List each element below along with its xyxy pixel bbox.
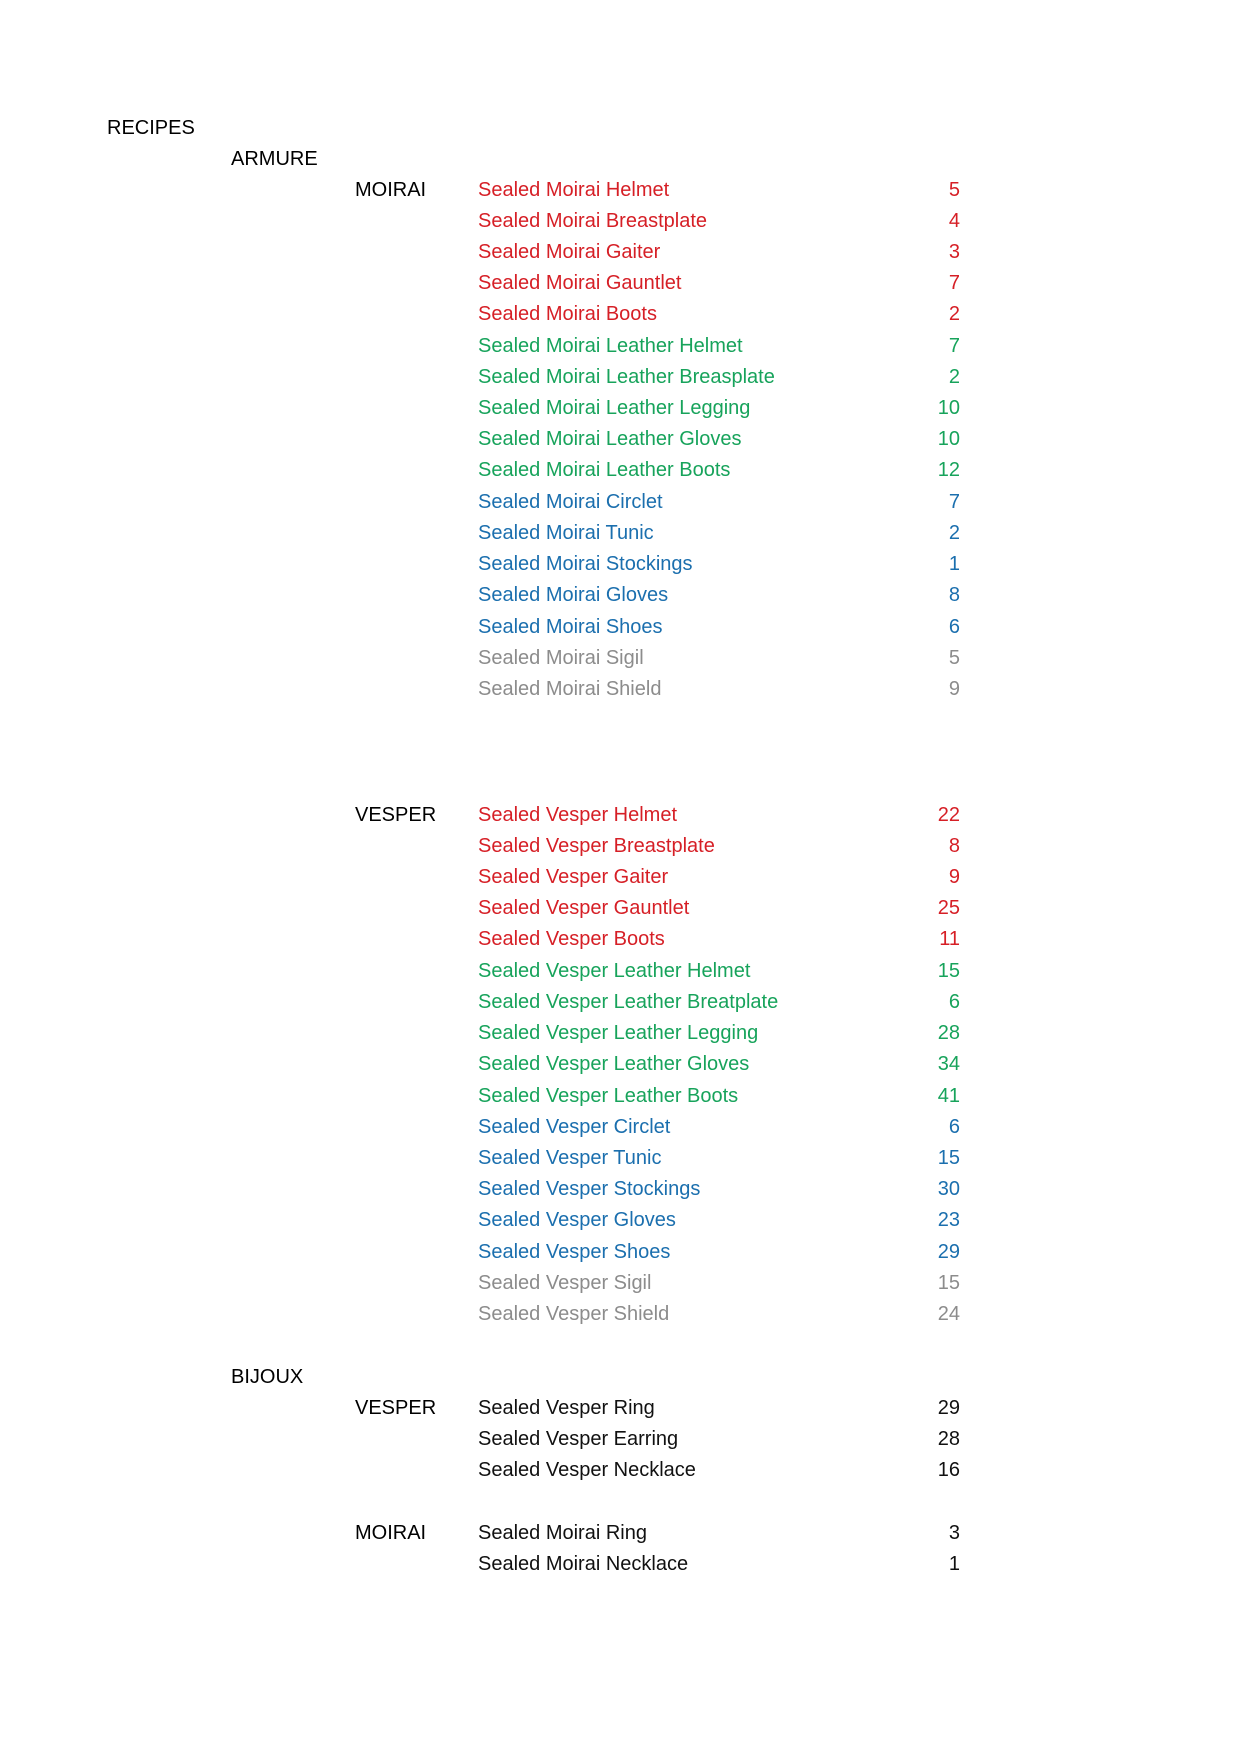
recipe-name: Sealed Vesper Leather Helmet (478, 960, 751, 982)
recipe-name: Sealed Vesper Breastplate (478, 835, 715, 857)
recipe-qty: 10 (937, 397, 960, 419)
recipe-row (478, 521, 960, 552)
recipe-name: Sealed Vesper Tunic (478, 1147, 662, 1169)
recipe-row (478, 677, 960, 708)
recipe-name: Sealed Vesper Leather Boots (478, 1085, 739, 1107)
section-armure-label: ARMURE (231, 148, 318, 170)
recipe-qty: 8 (948, 835, 960, 857)
recipe-qty: 41 (937, 1085, 960, 1107)
recipe-name: Sealed Moirai Breastplate (478, 210, 708, 232)
recipe-row (478, 334, 960, 365)
recipe-qty: 22 (937, 804, 960, 826)
recipe-row (478, 834, 960, 865)
recipe-name: Sealed Vesper Boots (478, 928, 665, 950)
recipe-row (478, 1271, 960, 1302)
recipe-qty: 3 (948, 1522, 960, 1544)
recipe-name: Sealed Moirai Gloves (478, 584, 669, 606)
recipe-name: Sealed Vesper Leather Breatplate (478, 991, 779, 1013)
recipe-row (478, 1052, 960, 1083)
group-bijoux-moirai-label: MOIRAI (355, 1522, 427, 1544)
recipe-name: Sealed Moirai Gauntlet (478, 272, 682, 294)
recipe-row (478, 865, 960, 896)
recipe-qty: 8 (948, 584, 960, 606)
recipe-name: Sealed Vesper Gauntlet (478, 897, 690, 919)
recipe-row (478, 209, 960, 240)
recipe-qty: 34 (937, 1053, 960, 1075)
recipe-name: Sealed Vesper Ring (478, 1397, 655, 1419)
recipe-qty: 24 (937, 1303, 960, 1325)
recipe-row (478, 1552, 960, 1583)
recipe-name: Sealed Moirai Shield (478, 678, 662, 700)
recipe-qty: 2 (948, 303, 960, 325)
recipe-row (478, 896, 960, 927)
recipe-qty: 23 (937, 1209, 960, 1231)
recipe-qty: 1 (948, 553, 960, 575)
recipe-qty: 6 (948, 1116, 960, 1138)
recipe-name: Sealed Vesper Necklace (478, 1459, 696, 1481)
recipe-row (478, 615, 960, 646)
recipe-qty: 6 (948, 991, 960, 1013)
recipe-qty: 11 (939, 928, 960, 950)
recipe-row (478, 552, 960, 583)
recipe-name: Sealed Moirai Stockings (478, 553, 693, 575)
recipe-qty: 7 (948, 272, 960, 294)
recipe-qty: 5 (948, 179, 960, 201)
recipe-name: Sealed Vesper Leather Legging (478, 1022, 759, 1044)
recipe-name: Sealed Moirai Sigil (478, 647, 644, 669)
recipe-qty: 2 (948, 522, 960, 544)
recipe-row (478, 490, 960, 521)
recipe-row (478, 365, 960, 396)
page-title: RECIPES (107, 117, 195, 139)
recipe-qty: 12 (937, 459, 960, 481)
recipe-qty: 3 (948, 241, 960, 263)
recipe-name: Sealed Moirai Leather Gloves (478, 428, 742, 450)
recipe-row (478, 1021, 960, 1052)
recipe-qty: 15 (937, 1147, 960, 1169)
recipe-qty: 6 (948, 616, 960, 638)
recipe-name: Sealed Moirai Ring (478, 1522, 647, 1544)
recipe-qty: 4 (948, 210, 960, 232)
recipe-row (478, 1521, 960, 1552)
recipe-name: Sealed Moirai Shoes (478, 616, 663, 638)
recipe-row (478, 1458, 960, 1489)
recipe-name: Sealed Vesper Shield (478, 1303, 670, 1325)
group-armure-moirai-label: MOIRAI (355, 179, 427, 201)
recipe-name: Sealed Moirai Circlet (478, 491, 663, 513)
recipe-qty: 28 (937, 1428, 960, 1450)
recipe-qty: 10 (937, 428, 960, 450)
recipe-row (478, 1208, 960, 1239)
recipe-row (478, 990, 960, 1021)
recipe-qty: 16 (937, 1459, 960, 1481)
recipe-name: Sealed Moirai Gaiter (478, 241, 661, 263)
recipe-qty: 5 (948, 647, 960, 669)
recipe-row (478, 1302, 960, 1333)
section-bijoux-label: BIJOUX (231, 1366, 304, 1388)
recipe-row (478, 803, 960, 834)
recipe-name: Sealed Moirai Leather Helmet (478, 335, 743, 357)
recipe-name: Sealed Vesper Stockings (478, 1178, 701, 1200)
recipe-name: Sealed Vesper Leather Gloves (478, 1053, 750, 1075)
recipe-qty: 9 (948, 678, 960, 700)
recipe-row (478, 646, 960, 677)
recipe-row (478, 427, 960, 458)
recipe-row (478, 396, 960, 427)
recipe-name: Sealed Vesper Circlet (478, 1116, 671, 1138)
recipe-row (478, 959, 960, 990)
recipe-row (478, 1240, 960, 1271)
recipe-qty: 30 (937, 1178, 960, 1200)
recipe-name: Sealed Vesper Earring (478, 1428, 679, 1450)
recipe-qty: 15 (937, 1272, 960, 1294)
recipe-row (478, 927, 960, 958)
recipe-name: Sealed Vesper Shoes (478, 1241, 671, 1263)
group-armure-vesper-label: VESPER (355, 804, 437, 826)
recipe-qty: 15 (937, 960, 960, 982)
recipe-name: Sealed Moirai Helmet (478, 179, 670, 201)
recipe-qty: 28 (937, 1022, 960, 1044)
recipe-name: Sealed Vesper Sigil (478, 1272, 652, 1294)
recipe-name: Sealed Moirai Necklace (478, 1553, 689, 1575)
recipe-qty: 29 (937, 1241, 960, 1263)
recipe-qty: 7 (948, 491, 960, 513)
recipe-name: Sealed Moirai Tunic (478, 522, 654, 544)
recipe-row (478, 1396, 960, 1427)
recipe-name: Sealed Moirai Boots (478, 303, 657, 325)
recipe-qty: 1 (948, 1553, 960, 1575)
recipe-name: Sealed Vesper Gloves (478, 1209, 676, 1231)
recipe-row (478, 1177, 960, 1208)
recipe-qty: 2 (948, 366, 960, 388)
recipe-row (478, 1115, 960, 1146)
group-bijoux-vesper-label: VESPER (355, 1397, 437, 1419)
recipe-row (478, 240, 960, 271)
recipe-name: Sealed Moirai Leather Breasplate (478, 366, 775, 388)
recipe-row (478, 1427, 960, 1458)
recipe-name: Sealed Moirai Leather Legging (478, 397, 751, 419)
recipe-row (478, 271, 960, 302)
recipe-name: Sealed Vesper Helmet (478, 804, 678, 826)
recipe-qty: 25 (937, 897, 960, 919)
recipe-qty: 9 (948, 866, 960, 888)
recipe-row (478, 302, 960, 333)
recipe-row (478, 178, 960, 209)
recipe-row (478, 458, 960, 489)
recipe-row (478, 583, 960, 614)
recipe-name: Sealed Moirai Leather Boots (478, 459, 731, 481)
recipe-name: Sealed Vesper Gaiter (478, 866, 669, 888)
recipe-qty: 29 (937, 1397, 960, 1419)
recipe-row (478, 1146, 960, 1177)
recipe-row (478, 1084, 960, 1115)
recipe-qty: 7 (948, 335, 960, 357)
